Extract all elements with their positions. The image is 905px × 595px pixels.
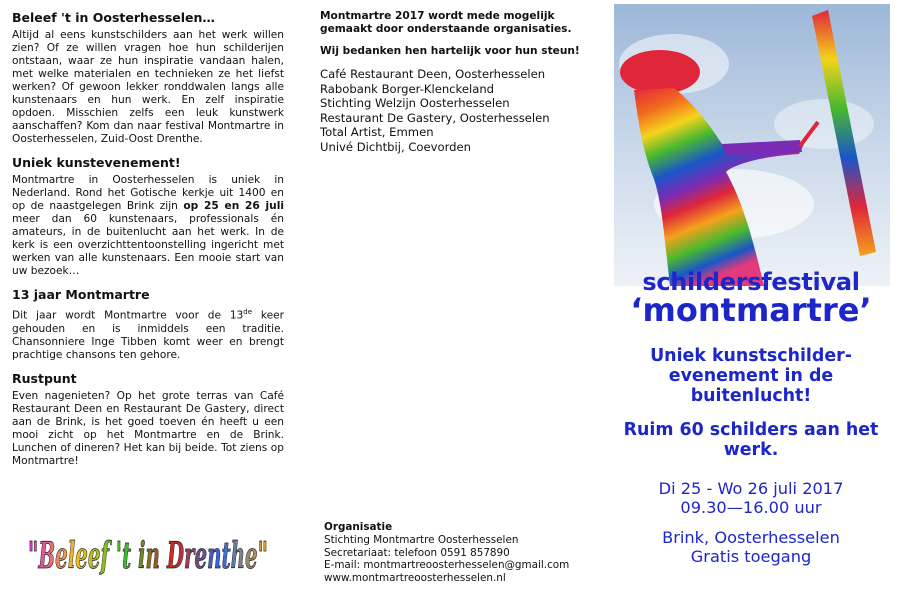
left-column xyxy=(12,10,284,477)
organisation-block xyxy=(324,521,604,585)
slogan-text: "Beleef 't in Drenthe" xyxy=(28,535,268,577)
section-body-uniek: Montmartre in Oosterhesselen is uniek in Nederland. Rond het Gotische kerkje uit 1400 en op de naastgelegen Brink zijn op 25 en 26 juli meer dan 60 kunstenaars, professionals én amateurs, in de buitenlucht aan het werk. In de kerk is een overzichttentoonstelling ingericht met werken van alle kunstenaars. Een mooie start van uw bezoek… xyxy=(12,174,284,277)
section-body-beleef: Altijd al eens kunstschilders aan het werk willen zien? Of ze willen vragen hoe hun schilderijen ontstaan, waar ze hun inspiratie vandaan halen, met welke materialen en technieken ze het liefst werken? Of gewoon lekker ronddwalen langs alle kunstenaars en hun werk. En zelf inspiratie opdoen. Misschien zelfs een leuk kunstwerk aanschaffen? Kom dan naar festival Montmartre in Oosterhesselen, Zuid-Oost Drenthe. xyxy=(12,29,284,145)
slogan-logo xyxy=(24,524,284,586)
rainbow-painter-illustration xyxy=(614,4,890,286)
tagline-unique: Uniek kunstschilder-evenement in de buitenlucht! xyxy=(650,346,852,406)
email-address[interactable]: E-mail: montmartreoosterhesselen@gmail.com xyxy=(324,559,570,572)
event-admission: Gratis toegang xyxy=(690,547,812,566)
sponsor-list xyxy=(320,67,590,155)
section-heading-13-jaar: 13 jaar Montmartre xyxy=(12,287,150,302)
middle-column xyxy=(320,10,590,155)
section-body-13-jaar: Dit jaar wordt Montmartre voor de 13de keer gehouden en is inmiddels een traditie. Chansonniere Inge Tibben komt weer en brengt prachtige chansons ten gehore. xyxy=(12,308,284,361)
event-time: 09.30—16.00 uur xyxy=(680,498,822,517)
festival-title: ‘montmartre’ xyxy=(630,291,872,329)
event-location: Brink, Oosterhesselen xyxy=(662,528,840,547)
list-item: Univé Dichtbij, Coevorden xyxy=(320,139,472,154)
list-item: Restaurant De Gastery, Oosterhesselen xyxy=(320,110,550,125)
sponsor-intro: Montmartre 2017 wordt mede mogelijk gemaakt door onderstaande organisaties. xyxy=(320,10,572,35)
cover-panel xyxy=(606,270,896,566)
list-item: Café Restaurant Deen, Oosterhesselen xyxy=(320,67,546,81)
sponsor-thanks: Wij bedanken hen hartelijk voor hun steun! xyxy=(320,45,580,57)
list-item: Total Artist, Emmen xyxy=(320,125,434,140)
section-heading-beleef: Beleef 't in Oosterhesselen… xyxy=(12,10,215,25)
section-heading-uniek: Uniek kunstevenement! xyxy=(12,155,181,170)
organisation-title: Organisatie xyxy=(324,521,393,533)
festival-subtitle: schildersfestival xyxy=(642,268,860,296)
list-item: Stichting Welzijn Oosterhesselen xyxy=(320,96,510,111)
website-link[interactable]: www.montmartreoosterhesselen.nl xyxy=(324,572,506,585)
section-body-rustpunt: Even nagenieten? Op het grote terras van Café Restaurant Deen en Restaurant De Gastery, direct aan de Brink, is het goed toeven én heeft u een mooi zicht op het Montmartre en de Brink. Lunchen of dineren? Het kan bij beide. Tot ziens op Montmartre! xyxy=(12,389,284,467)
date-highlight: op 25 en 26 juli xyxy=(183,200,284,212)
section-heading-rustpunt: Rustpunt xyxy=(12,370,77,386)
event-date: Di 25 - Wo 26 juli 2017 xyxy=(658,479,844,498)
secretariat-phone: Secretariaat: telefoon 0591 857890 xyxy=(324,546,510,559)
list-item: Rabobank Borger-Klenckeland xyxy=(320,81,495,96)
organisation-name: Stichting Montmartre Oosterhesselen xyxy=(324,533,519,546)
tagline-painters: Ruim 60 schilders aan het werk. xyxy=(623,420,879,460)
